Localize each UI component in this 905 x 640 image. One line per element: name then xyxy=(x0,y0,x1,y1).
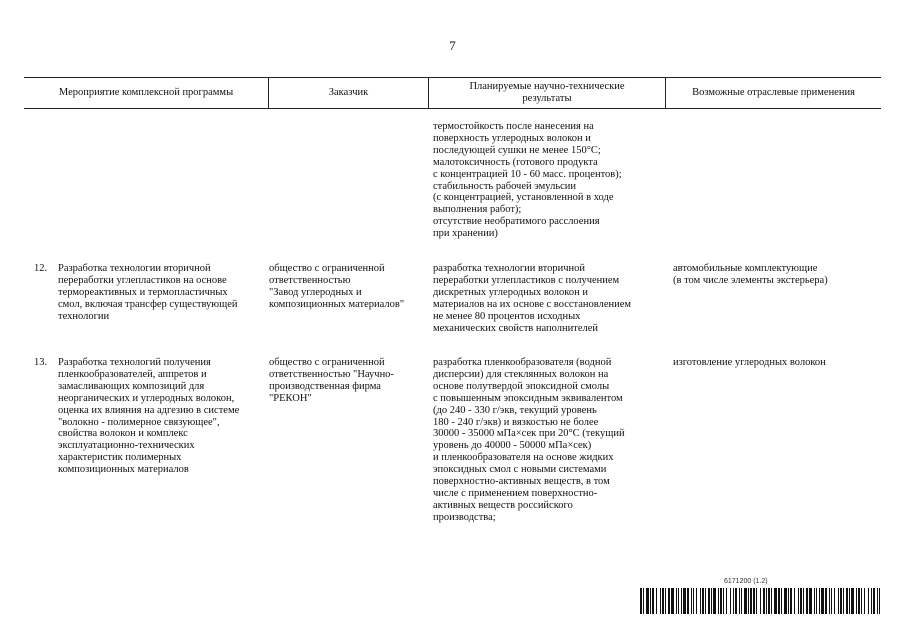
text-line: эксплуатационно-технических xyxy=(58,440,195,452)
header-customer: Заказчик xyxy=(328,86,369,98)
row-applications xyxy=(673,263,828,287)
text-line: "РЕКОН" xyxy=(269,392,312,404)
text-line: разработка технологии вторичной xyxy=(433,263,586,274)
text-line: свойства волокон и комплекс xyxy=(58,428,188,440)
text-line: (до 240 - 330 г/экв, текущий уровень xyxy=(433,404,597,416)
text-line: смол, включая трансфер существующей xyxy=(58,298,238,310)
text-line: ответственностью xyxy=(269,274,351,286)
row-customer xyxy=(269,263,404,311)
text-line: оценка их влияния на адгезию в системе xyxy=(58,404,240,416)
text-line: изготовление углеродных волокон xyxy=(673,357,826,368)
text-line: дисперсии) для стеклянных волокон на xyxy=(433,368,609,380)
row-results xyxy=(433,263,631,334)
text-line: ответственностью "Научно- xyxy=(269,368,394,380)
row-customer xyxy=(269,357,394,405)
text-line: замасливающих композиций для xyxy=(58,380,205,392)
text-line: выполнения работ); xyxy=(433,204,522,216)
text-line: эпоксидных смол с новыми системами xyxy=(433,464,607,476)
text-line: 180 - 240 г/экв) и вязкостью не более xyxy=(433,416,599,428)
text-line: механических свойств наполнителей xyxy=(433,322,599,334)
text-line: при хранении) xyxy=(433,228,498,240)
text-line: (с концентрацией, установленной в ходе xyxy=(433,192,614,204)
page-number: 7 xyxy=(449,38,456,53)
text-line: термореактивных и термопластичных xyxy=(58,286,228,298)
text-line: пленкообразователей, аппретов и xyxy=(58,368,207,380)
text-line: "волокно - полимерное связующее", xyxy=(58,416,220,428)
header-bottom-rule xyxy=(24,108,881,109)
text-line: с концентрацией 10 - 60 масс. процентов); xyxy=(433,168,622,180)
text-line: не менее 80 процентов исходных xyxy=(433,310,581,322)
text-line: с повышенным эпоксидным эквивалентом xyxy=(433,392,623,404)
header-results-line: Планируемые научно-технические xyxy=(469,80,625,92)
text-line: общество с ограниченной xyxy=(269,357,385,368)
text-line: стабильность рабочей эмульсии xyxy=(433,180,577,192)
text-line: Разработка технологий получения xyxy=(58,357,211,368)
text-line: малотоксичность (готового продукта xyxy=(433,156,598,168)
header-results-line: результаты xyxy=(522,92,572,104)
text-line: производственная фирма xyxy=(269,380,381,392)
text-line: поверхность углеродных волокон и xyxy=(433,132,591,144)
text-line: автомобильные комплектующие xyxy=(673,263,818,274)
text-line: технологии xyxy=(58,310,110,322)
header-results xyxy=(429,77,665,108)
text-line: (в том числе элементы экстерьера) xyxy=(673,274,828,286)
text-line: уровень до 40000 - 50000 мПа×сек) xyxy=(433,440,592,452)
row-number: 13. xyxy=(34,357,48,368)
barcode-label: 6171200 (1.2) xyxy=(724,578,768,585)
row-applications xyxy=(673,357,826,369)
row-activity xyxy=(58,357,239,476)
text-line: характеристик полимерных xyxy=(58,452,182,464)
text-line: 30000 - 35000 мПа×сек при 20°C (текущий xyxy=(433,428,625,440)
header-activity: Мероприятие комплексной программы xyxy=(58,86,234,98)
text-line: отсутствие необратимого расслоения xyxy=(433,216,600,228)
text-line: термостойкость после нанесения на xyxy=(433,121,594,132)
text-line: переработки углепластиков с получением xyxy=(433,274,620,286)
text-line: и пленкообразователя на основе жидких xyxy=(433,452,614,464)
continued-results xyxy=(433,121,622,240)
text-line: композиционных материалов" xyxy=(269,298,405,310)
text-line: композиционных материалов xyxy=(58,464,189,476)
text-line: "Завод углеродных и xyxy=(269,286,362,298)
text-line: числе с применением поверхностно- xyxy=(433,487,598,499)
text-line: поверхностно-активных веществ, в том xyxy=(433,476,610,488)
row-activity xyxy=(58,263,238,323)
text-line: производства; xyxy=(433,511,496,523)
text-line: материалов на их основе с восстановлением xyxy=(433,298,632,310)
text-line: основе полутвердой эпоксидной смолы xyxy=(433,380,610,392)
text-line: переработки углепластиков на основе xyxy=(58,274,227,286)
row-number: 12. xyxy=(34,263,48,274)
text-line: общество с ограниченной xyxy=(269,263,385,274)
row-results xyxy=(433,357,625,524)
text-line: Разработка технологии вторичной xyxy=(58,263,211,274)
text-line: дискретных углеродных волокон и xyxy=(433,286,588,298)
header-applications: Возможные отраслевые применения xyxy=(692,86,855,98)
barcode-image xyxy=(640,588,882,614)
text-line: активных веществ российского xyxy=(433,499,573,511)
text-line: последующей сушки не менее 150°C; xyxy=(433,144,601,156)
text-line: разработка пленкообразователя (водной xyxy=(433,357,612,368)
text-line: неорганических и углеродных волокон, xyxy=(58,392,235,404)
